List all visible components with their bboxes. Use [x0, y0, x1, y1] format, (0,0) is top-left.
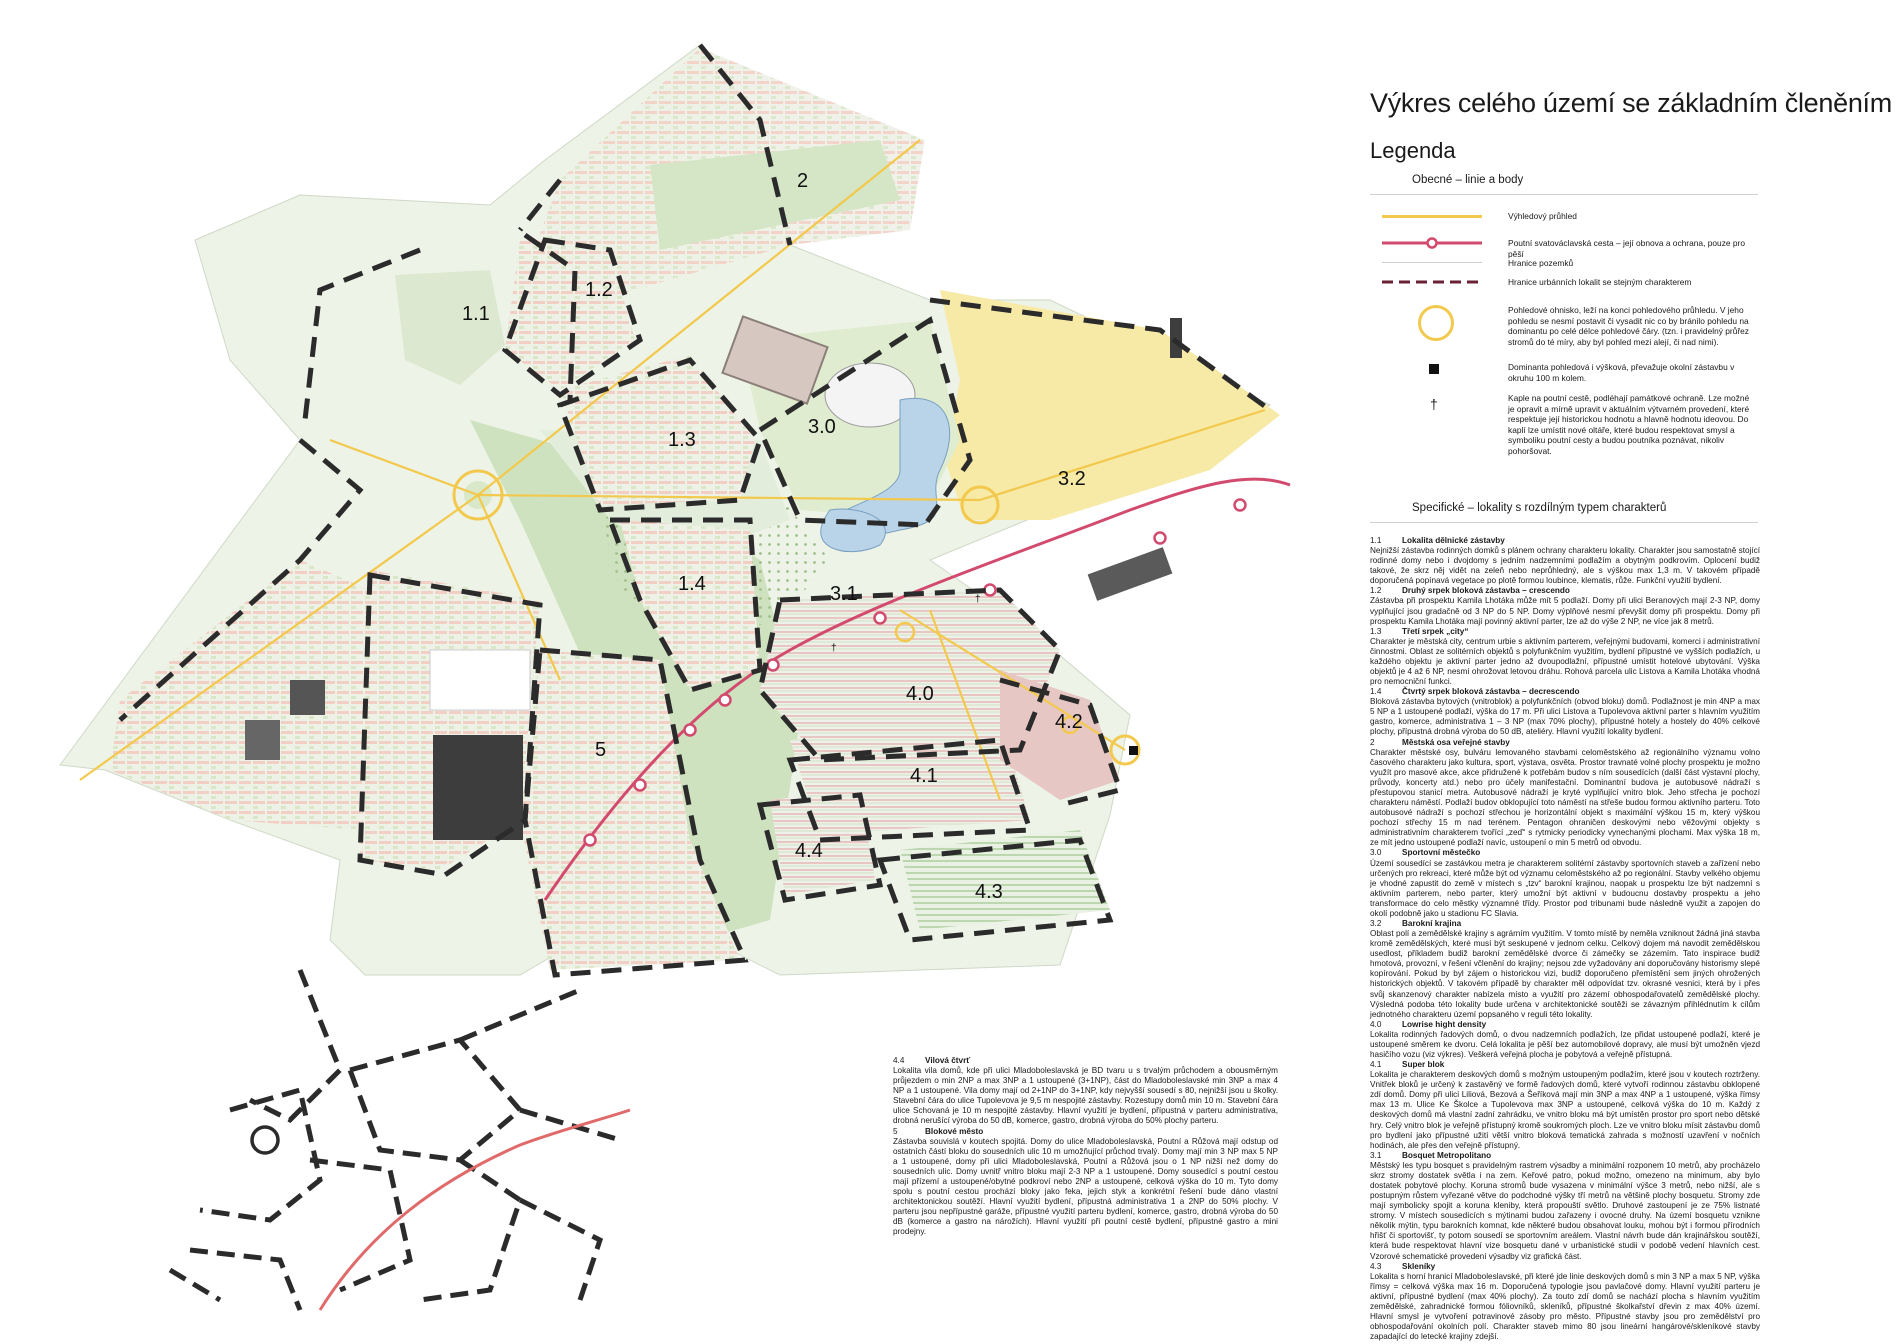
entry-number: 4.3 — [1370, 1261, 1382, 1271]
legend-item-chapel: Kaple na poutní cestě, podléhají památkové ochraně. Lze možné je opravit a mírně upravit v aktuálním výtvarném provedení, které respektuje její historickou hodnotu a hlavně hodnotu ideovou. Do kaplí lze umístit nové oltáře, které budou respektovat smysl a symboliku poutní cesty a budou poutníka poznávat, nikoliv pohoršovat. — [1508, 393, 1750, 456]
zone-label-4.4: 4.4 — [795, 840, 823, 862]
view-line-symbol — [1382, 215, 1482, 218]
legend-heading: Legenda — [1370, 138, 1456, 163]
dominant-marker — [1129, 746, 1138, 755]
plot-line-symbol — [1382, 262, 1482, 263]
building-dark-3 — [1170, 318, 1182, 358]
zone-label-1.4: 1.4 — [678, 573, 706, 595]
specific-entries-left — [893, 1056, 1278, 1237]
entry — [893, 1127, 1278, 1238]
specific-entries-right — [1370, 536, 1760, 1342]
focal-point-symbol — [1418, 305, 1454, 341]
entry — [1370, 536, 1760, 586]
building-dark-4 — [290, 680, 325, 715]
entry-heading: Třetí srpek „city“ — [1402, 626, 1469, 636]
chapel-icon: † — [831, 643, 837, 654]
entry — [1370, 1151, 1760, 1262]
entry — [1370, 848, 1760, 919]
legend-item-focal-point: Pohledové ohnisko, leží na konci pohledového průhledu. V jeho pohledu se nesmí postavit či vysadit nic co by bránilo pohledu na dominantu po celé délce pohledové čáry. (tzn. i pravidelný průřez stromů do té míry, aby byl pohled mezi alejí, či nad nimi). — [1508, 305, 1749, 347]
zone-label-3.2: 3.2 — [1058, 468, 1086, 490]
entry-number: 1.4 — [1370, 687, 1382, 697]
entry-number: 3.0 — [1370, 848, 1382, 858]
legend-item-dominant: Dominanta pohledová i výšková, převažuje okolní zástavbu v okruhu 100 m kolem. — [1508, 362, 1735, 383]
entry-heading: Městská osa veřejné stavby — [1402, 737, 1510, 747]
zone-label-4.1: 4.1 — [910, 765, 938, 787]
zone-label-2: 2 — [797, 170, 809, 192]
entry-text: Zástavba souvislá v koutech spojitá. Domy do ulice Mladoboleslavská, Poutní a Růžová mají odstup od ostatních částí bloku do sousedních ulic 10 m umožňující průchod trvalý. Domy mají min 3 NP max 5 NP a 1 ustoupené, domy při ulici Mladoboleslavská, Poutní a Růžová jsou o 1 NP nižší než domy do sousedních ulic. Domy uvnitř vnitro bloku mají 2-3 NP a 1 ustoupené. Domy sousedící s poutní cestou mají přízemí a ustoupené/obytné podkroví nebo 2NP a ustoupené, celková výška do 10 m. Tyto domy spolu s poutní cestou prochází bloky jako feka, jejich styk a konkrétní řešení bude dáno vlastní architektonickou soutěží. Hlavní využití bydlení, přípustná administrativa 1 a 2NP do 50% plochy. V parteru jsou nepřípustné garáže, přípustné využití parteru bydlení, komerce, gastro, drobná výroba do 50 dB (komerce a gastro na nárožích). Hlavní využití při poutní cestě bydlení, přípustné gastro a mini prodejny. — [893, 1136, 1278, 1237]
entry — [1370, 738, 1760, 849]
entry — [1370, 1020, 1760, 1060]
entry-text: Charakter městské osy, bulváru lemovaného stavbami celoměstského až regionálního významu volno časového charakteru jako kultura, sport, výstava, osvěta. Prostor travnaté volné plochy prospektu je možno využít pro masové akce, akce přidružené k potřebám budov s ním sousedících (další část výstavní plochy, průvody, koncerty atd.) nebo pro účely manifestační. Dominantní budova je autobusové nádraží s přestupovou stanicí metra. Autobusové nádraží je kryté vyplňující vnitro blok. Jeho střecha je pochozí charakteru náměstí. Podlaží budov obklopující toto náměstí na střeše budou formou aktivního parteru. Toto autobusové nádraží s pochozí střechou je horizontální objekt s maximální výškou 15 m, který výškou pochozí střechy 15 m nad terénem. Pentagon ohraničen deskovými nebo věžovými objekty s administrativním charakterem tvořící „zeď“ s rytmicky periodicky vynechanými plochami. Max výška 18 m, ze mít jedno ustoupené podlaží navíc, ustoupení o min 5 metrů od obvodu. — [1370, 747, 1760, 848]
entry-number: 1.1 — [1370, 536, 1382, 545]
entry-text: Oblast polí a zemědělské krajiny s agrárním využitím. V tomto místě by neměla vzniknout žádná jiná stavba kromě zemědělských, které musí být seskupené v jednom celku. Celkový dojem má navodit zemědělskou usedlost, příkladem budiž barokní zemědělské dvorce či zámečky se zázemím. Tato inspirace budiž hmotová, provozní, v řešení včlenění do krajiny; nejsou zde vyžadovány ani doporučovány historismy slepé kopírování. Pokud by byl zájem o historickou vizi, budiž doporučeno přemístění sem jiných ohrožených historických objektů. V takovém případě by charakter měl odpovídat tzv. okrasné vesnici, která by i přes svůj skanzenový charakter nabízela místo a využití pro zázemí obhospodařovatelů zemědělské plochy. Výsledná podoba této lokality bude určena v architektonické soutěži se závazným přihlédnutím k cílům jednotného charakteru území popsaného v reguli této lokality. — [1370, 929, 1760, 1019]
legend-item-plots: Hranice pozemků — [1508, 258, 1574, 268]
entry-number: 3.2 — [1370, 918, 1382, 928]
entry-number: 4.4 — [893, 1056, 905, 1065]
zone-label-1.1: 1.1 — [462, 303, 490, 325]
page-title: Výkres celého území se základním členěním — [1370, 88, 1892, 118]
zone-label-4.2: 4.2 — [1055, 711, 1083, 733]
legend-specific-heading: Specifické – lokality s rozdílným typem charakterů — [1412, 502, 1667, 514]
entry-text: Zástavba při prospektu Kamila Lhotáka může mít 5 podlaží. Domy při ulici Beranových mají 2-3 NP, domy vyplňující jsou gradačně od 3 NP do 5 NP. Domy výplňové nesmí převyšit domy při prospektu. Domy při prospektu Kamila Lhotáka mají povinný aktivní parter, lze až do výše 2 NP, ne více jak 8 metrů. — [1370, 596, 1760, 626]
zone-label-1.2: 1.2 — [585, 279, 613, 301]
zone-label-3.0: 3.0 — [808, 416, 836, 438]
entry-number: 1.2 — [1370, 586, 1382, 596]
entry-number: 4.1 — [1370, 1060, 1382, 1070]
entry-number: 2 — [1370, 737, 1375, 747]
zone-label-5: 5 — [595, 739, 607, 761]
entry — [893, 1056, 1278, 1127]
zone-3.2-fields — [940, 290, 1280, 520]
entry-heading: Lowrise hight density — [1402, 1019, 1487, 1029]
entry-text: Bloková zástavba bytových (vnitroblok) a polyfunkčních (obvod bloku) domů. Podlažnost je min 4NP a max 5 NP a 1 ustoupené podlaží, výška do 17 m. Při ulici Listova a Tupolevova aktivní parter s hlavním využitím gastro, komerce, administrativa 1 – 3 NP (max 70% plochy), přípustné hotely a hostely do 40% celkové plochy, přípustná drobná výroba do 50 dB, ateliéry. Hlavní využití lokality bydlení. — [1370, 697, 1760, 737]
entry — [1370, 687, 1760, 737]
entry-heading: Sportovní městečko — [1402, 848, 1481, 858]
entry-heading: Skleníky — [1402, 1261, 1436, 1271]
legend-item-view: Výhledový průhled — [1508, 211, 1577, 221]
entry — [1370, 586, 1760, 626]
entry-text: Území sousedící se zastávkou metra je charakterem solitérní zástavby sportovních staveb a zařízení nebo určených pro rekreaci, které může být od významu celoměstského až po regionální. Stavby velkého objemu je vhodné zapustit do země v místech s „tzv“ barokní krajinou, naopak u prospektu lze být nadzemní s aktivním parterem, nebo parter, který umožní být aktivní v budoucnu dostavby prospektu a jeho transformace do celo městky významné třídy. Prostor pod tribunami bude následně využit a zapojen do okolí podobně jako u stadionu FC Slavia. — [1370, 858, 1761, 918]
zone-label-4.0: 4.0 — [906, 683, 934, 705]
entry-number: 4.0 — [1370, 1019, 1382, 1029]
entry — [1370, 627, 1760, 687]
entry-text: Lokalita s horní hranicí Mladoboleslavské, při které jde linie deskových domů s min 3 NP a max 5 NP, výška římsy = celková výška max 16 m. Doporučená typologie jsou pavlačové domy. Hlavní využití parteru je aktivní, přípustné bydlení (max 40% plochy). Za touto zdí domů se nachází plocha s hlavním využitím zemědělské, zahradnické formou fóliovníků, skleníků, přípustné školkařství dřevin z max 40% území. Hlavní smysl je vytvoření potravinové zásoby pro město. Přípustné stavby jsou pro zemědělství pro obhospodařování okolních polí. Charakter staveb mimo 80 jsou lineární hangárové/skleníkové stavby zapadající do letecké krajiny zdejší. — [1370, 1271, 1760, 1342]
entry — [1370, 1262, 1760, 1343]
legend-item-pilgrimage: Poutní svatováclavská cesta – její obnova a ochrana, pouze pro pěší — [1508, 238, 1745, 259]
entry-text: Lokalita vila domů, kde při ulici Mladoboleslavská je BD tvaru u s trvalým průchodem a obousměrným průjezdem o min 2NP a max 3NP a 1 ustoupené (3+1NP), část do Mladoboleslavské min 3NP a max 4 NP a 1 ustoupené. Vila domy mají od 2+1NP do 3+1NP, kdy nejvyšší sousedí s 80, nejnižší jsou u školky. Stavební čára do ulice Tupolevova je 9,5 m nespojité zástavby. Rozestupy domů min 10 m. Stavební čára ulice Schovaná je 10 m nespojité zástavby. Hlavní využití je bydlení, přípustná v parteru administrativa, drobná nerušící výroba do 50 dB, komerce, gastro, drobná výroba do 50% plochy parteru. — [893, 1066, 1278, 1126]
entry-heading: Vilová čtvrť — [925, 1056, 971, 1065]
entry-number: 3.1 — [1370, 1150, 1382, 1160]
pilgrimage-line-symbol — [1382, 236, 1482, 250]
building-dark-2 — [1088, 547, 1173, 601]
building-dark-1 — [433, 735, 523, 840]
entry-text: Lokalita rodinných řadových domů, o dvou nadzemních podlažích, lze přidat ustoupené podlaží, které je ustoupené směrem ke dvoru. Celá lokalita je pěší bez automobilové dopravy, ale musí být umožněn vjezd hasičího vozu (viz výkres). Veškerá veřejná plocha je pobytová a veřejně přístupná. — [1370, 1029, 1760, 1059]
entry-number: 1.3 — [1370, 626, 1382, 636]
divider — [1370, 194, 1758, 195]
entry-text: Městský les typu bosquet s pravidelným rastrem výsadby a minimální rozponem 10 metrů, aby procházelo skrz stromy dostatek světla i na zem. Keřové patro, pokud možno, omezeno na minimum, aby bylo dostatek pobytové plochy. Koruna stromů bude vysazena v minimální výšce 3 metrů, nebo nižší, ale s postupným růstem vyřezané větve do podchodné výšky tří metrů na většině plochy bosquetu. Stromy zde mají symbolicky spojit a koruna kleniby, která propouští světlo. Druhové zastoupení je ze 75% listnaté stromy. V místech sousedících s mýtinami budou zařazeny i ovocné druhy. Na území bosquetu vznikne několik mýtin, typu barokních komnat, kde některé budou obsahovat louku, mohou být i formou přírodních hřišť či sportovišť, ty potom sousedí se sportovním areálem. Vlastní návrh bude dán krajinářskou soutěží, která bude respektovat hlavní vize bosquetu dané v urbanistické studii v podobě vedení hlavních cest. Vzorové schematické provedení výsadby viz grafická část. — [1370, 1160, 1760, 1261]
entry-heading: Barokní krajina — [1402, 918, 1462, 928]
entry-heading: Druhý srpek bloková zástavba – crescendo — [1402, 586, 1570, 596]
chapel-icon: † — [1430, 396, 1438, 412]
dominant-symbol — [1429, 364, 1439, 374]
zone-label-4.3: 4.3 — [975, 881, 1003, 903]
entry-number: 5 — [893, 1126, 898, 1136]
schematic-roundabout — [252, 1127, 278, 1153]
chapel-icon: † — [975, 594, 981, 605]
building-dark-5 — [245, 720, 280, 760]
entry — [1370, 919, 1760, 1020]
entry-text: Lokalita je charakterem deskových domů s možným ustoupeným podlažím, které jsou v koutech roztrženy. Vnitřek bloků je určený k zastavěný ve formě řadových domů, které vytvoří rodinnou zástavbu obklopené zdí domů. Domy při ulici Liliová, Bezová a Šeříková mají min 3NP a max 4NP a 1 ustoupené, výška římsy max 13 m. Ulice Ke Školce a Tupolevova max 3NP a ustoupené, celková výška do 10 m. Každý z deskových domů má vlastní zadní zahrádku, ve vnitro bloku má být umístěn prostor pro sport nebo dětské hry. Celý vnitro blok je veřejně přístupný kromě soukromých ploch. Lze ve vnitro bloku mísit zástavbu domů pro bydlení jako přípustné užití větší vnitro bloková tematická zahrada s možností uzavření v nočních hodinách, ale přes den veřejně přístupný. — [1370, 1070, 1760, 1150]
entry-text: Charakter je městská city, centrum urbie s aktivním parterem, veřejnými budovami, komerci i administrativní činnostmi. Oblast ze solitérních objektů s polyfunkčním využitím, bydlení přípustné ve vyšších podlažích, u každého objektu je aktivní parter jedno až dvoupodlažní, přípustné umístit hotelové ubytování. Výška objektů je 4 až 6 NP, nesmí ohrožovat letovou dráhu. Rohová parcela ulic Listova a Kamila Lhotáka vhodná pro nemocniční funkci. — [1370, 636, 1760, 687]
entry-text: Nejnižší zástavba rodinných domků s plánem ochrany charakteru lokality. Charakter jsou samostatně stojící rodinné domy nebo i dvojdomy s jedním nadzemními podlažím a obytným podkrovím. Oplocení budiž takové, že skrz něj vidět na zeleň nebo neprůhledný, ale s výškou max 1,3 m. V takovém případě doporučená popínavá vegetace po plotě formou loubince, klematis, růže. Funkční využití bydlení. — [1370, 546, 1760, 586]
legend-general-heading: Obecné – linie a body — [1412, 174, 1524, 186]
boundary-line-symbol — [1382, 278, 1482, 286]
zone-label-3.1: 3.1 — [830, 583, 858, 605]
entry-heading: Čtvrtý srpek bloková zástavba – decrescendo — [1402, 687, 1580, 697]
entry-heading: Blokové město — [925, 1126, 984, 1136]
building-white-1 — [430, 650, 530, 710]
entry-heading: Bosquet Metropolitano — [1402, 1150, 1492, 1160]
divider — [1370, 522, 1758, 523]
zone-label-1.3: 1.3 — [668, 429, 696, 451]
entry — [1370, 1060, 1760, 1151]
entry-heading: Super blok — [1402, 1060, 1445, 1070]
entry-heading: Lokalita dělnické zástavby — [1402, 536, 1505, 545]
legend-item-boundary: Hranice urbánních lokalit se stejným charakterem — [1508, 277, 1692, 287]
schematic-map — [160, 960, 640, 1320]
